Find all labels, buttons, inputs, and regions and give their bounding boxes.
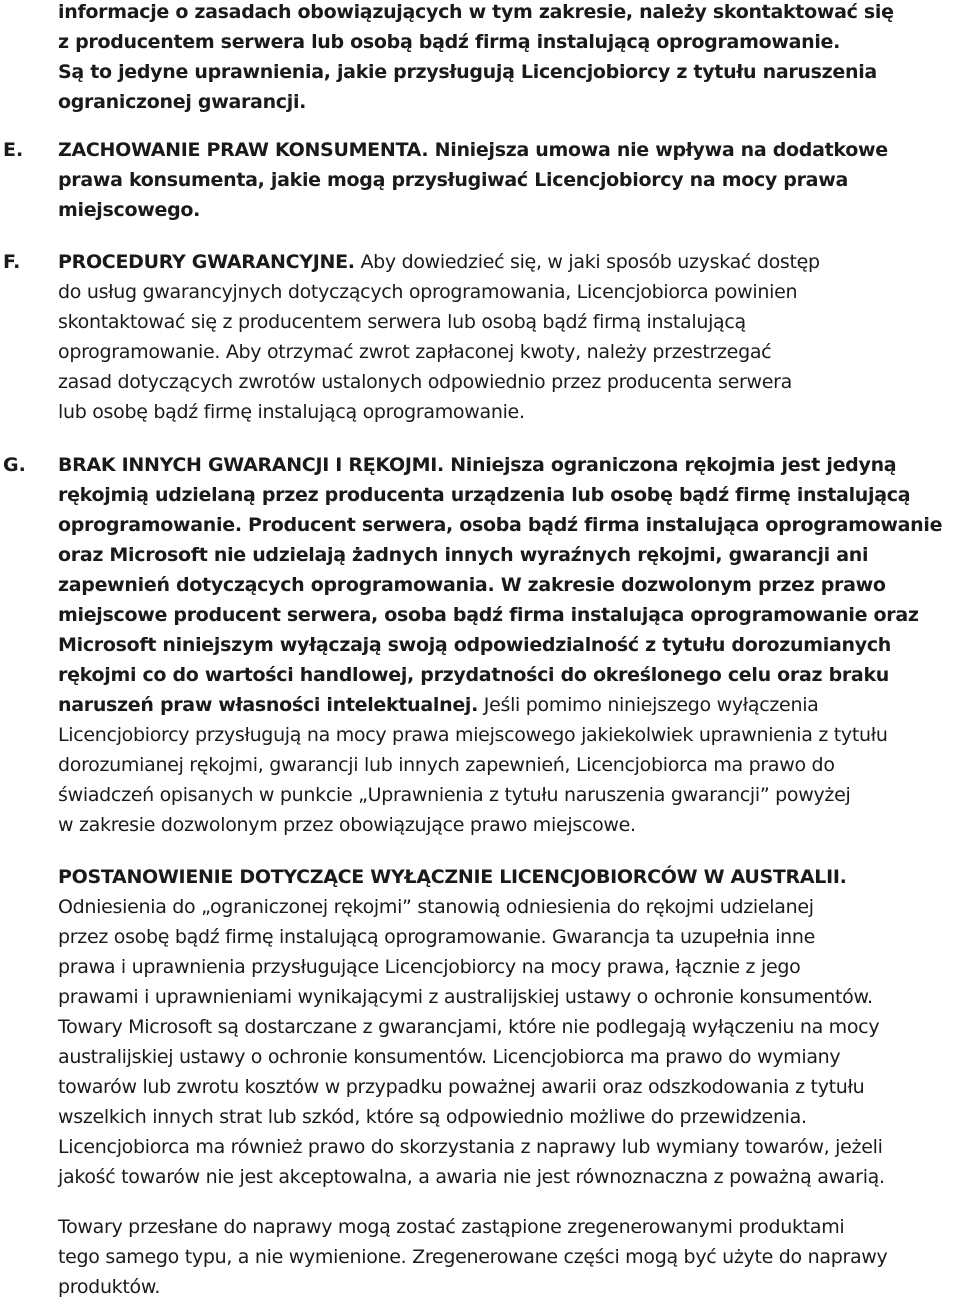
australia-line: towarów lub zwrotu kosztów w przypadku poważnej awarii oraz odszkodowania z tytułu	[58, 1076, 865, 1098]
australia-paragraph	[58, 862, 958, 1192]
section-f-heading: PROCEDURY GWARANCYJNE.	[58, 251, 355, 273]
section-g-normal-start: Jeśli pomimo niniejszego wyłączenia	[478, 694, 819, 716]
australia-line: australijskiej ustawy o ochronie konsumentów. Licencjobiorca ma prawo do wymiany	[58, 1046, 841, 1068]
intro-line: z producentem serwera lub osobą bądź firmą instalującą oprogramowanie.	[58, 31, 841, 53]
australia-line: Odniesienia do „ograniczonej rękojmi” stanowią odniesienia do rękojmi udzielanej	[58, 896, 814, 918]
section-f-text: Aby dowiedzieć się, w jaki sposób uzyskać dostęp	[354, 251, 820, 273]
section-f-line: lub osobę bądź firmę instalującą oprogramowanie.	[58, 401, 525, 423]
section-g-line: dorozumianej rękojmi, gwarancji lub innych zapewnień, Licencjobiorca ma prawo do	[58, 754, 835, 776]
section-f-line: oprogramowanie. Aby otrzymać zwrot zapłaconej kwoty, należy przestrzegać	[58, 341, 772, 363]
final-line: tego samego typu, a nie wymienione. Zregenerowane części mogą być użyte do naprawy	[58, 1246, 888, 1268]
section-g-mixed-line	[58, 690, 958, 720]
section-g-text: Niniejsza ograniczona rękojmia jest jedyną	[443, 454, 897, 476]
section-e-letter: E.	[3, 139, 24, 161]
section-f-letter: F.	[3, 251, 21, 273]
section-g-line: Microsoft niniejszym wyłączają swoją odpowiedzialność z tytułu dorozumianych	[58, 634, 892, 656]
section-g-line: oraz Microsoft nie udzielają żadnych innych wyraźnych rękojmi, gwarancji ani	[58, 544, 869, 566]
intro-line: ograniczonej gwarancji.	[58, 91, 307, 113]
section-g-heading: BRAK INNYCH GWARANCJI I RĘKOJMI.	[58, 454, 444, 476]
section-g-first-line	[58, 450, 958, 480]
section-e-text: Niniejsza umowa nie wpływa na dodatkowe	[428, 139, 888, 161]
australia-line: jakość towarów nie jest akceptowalna, a awaria nie jest równoznaczna z poważną awarią.	[58, 1166, 885, 1188]
intro-line: informacje o zasadach obowiązujących w tym zakresie, należy skontaktować się	[58, 1, 894, 23]
intro-line: Są to jedyne uprawnienia, jakie przysługują Licencjobiorcy z tytułu naruszenia	[58, 61, 877, 83]
australia-line: Towary Microsoft są dostarczane z gwarancjami, które nie podlegają wyłączeniu na mocy	[58, 1016, 880, 1038]
section-g-line: miejscowe producent serwera, osoba bądź firma instalująca oprogramowanie oraz	[58, 604, 919, 626]
section-f-line: skontaktować się z producentem serwera lub osobą bądź firmą instalującą	[58, 311, 746, 333]
section-e-line: prawa konsumenta, jakie mogą przysługiwać Licencjobiorcy na mocy prawa	[58, 169, 848, 191]
australia-heading: POSTANOWIENIE DOTYCZĄCE WYŁĄCZNIE LICENCJOBIORCÓW W AUSTRALII.	[58, 866, 847, 888]
section-g-line: rękojmią udzielaną przez producenta urządzenia lub osobę bądź firmę instalującą	[58, 484, 911, 506]
section-e-paragraph	[58, 135, 958, 225]
section-g-line: w zakresie dozwolonym przez obowiązujące prawo miejscowe.	[58, 814, 636, 836]
section-e-heading: ZACHOWANIE PRAW KONSUMENTA.	[58, 139, 429, 161]
section-g-paragraph	[58, 450, 958, 840]
section-e-first-line	[58, 135, 958, 165]
australia-line: przez osobę bądź firmę instalującą oprogramowanie. Gwarancja ta uzupełnia inne	[58, 926, 816, 948]
section-g-bold-end: naruszeń praw własności intelektualnej.	[58, 694, 479, 716]
section-g-letter: G.	[3, 454, 26, 476]
section-f-first-line	[58, 247, 958, 277]
australia-line: Licencjobiorca ma również prawo do skorzystania z naprawy lub wymiany towarów, jeżeli	[58, 1136, 883, 1158]
section-g-line: rękojmi co do wartości handlowej, przydatności do określonego celu oraz braku	[58, 664, 890, 686]
section-g-line: oprogramowanie. Producent serwera, osoba bądź firma instalująca oprogramowanie	[58, 514, 943, 536]
section-g-line: świadczeń opisanych w punkcie „Uprawnienia z tytułu naruszenia gwarancji” powyżej	[58, 784, 851, 806]
australia-line: wszelkich innych strat lub szkód, które są odpowiednio możliwe do przewidzenia.	[58, 1106, 807, 1128]
final-paragraph	[58, 1212, 958, 1302]
section-e-line: miejscowego.	[58, 199, 201, 221]
final-line: Towary przesłane do naprawy mogą zostać zastąpione zregenerowanymi produktami	[58, 1216, 845, 1238]
section-g-line: Licencjobiorcy przysługują na mocy prawa miejscowego jakiekolwiek uprawnienia z tytułu	[58, 724, 888, 746]
section-g-line: zapewnień dotyczących oprogramowania. W zakresie dozwolonym przez prawo	[58, 574, 886, 596]
australia-line: prawami i uprawnieniami wynikającymi z australijskiej ustawy o ochronie konsumentów.	[58, 986, 873, 1008]
section-f-paragraph	[58, 247, 958, 427]
section-f-line: zasad dotyczących zwrotów ustalonych odpowiednio przez producenta serwera	[58, 371, 793, 393]
intro-paragraph	[58, 0, 958, 117]
australia-line: prawa i uprawnienia przysługujące Licencjobiorcy na mocy prawa, łącznie z jego	[58, 956, 801, 978]
final-line: produktów.	[58, 1276, 161, 1298]
section-f-line: do usług gwarancyjnych dotyczących oprogramowania, Licencjobiorca powinien	[58, 281, 798, 303]
